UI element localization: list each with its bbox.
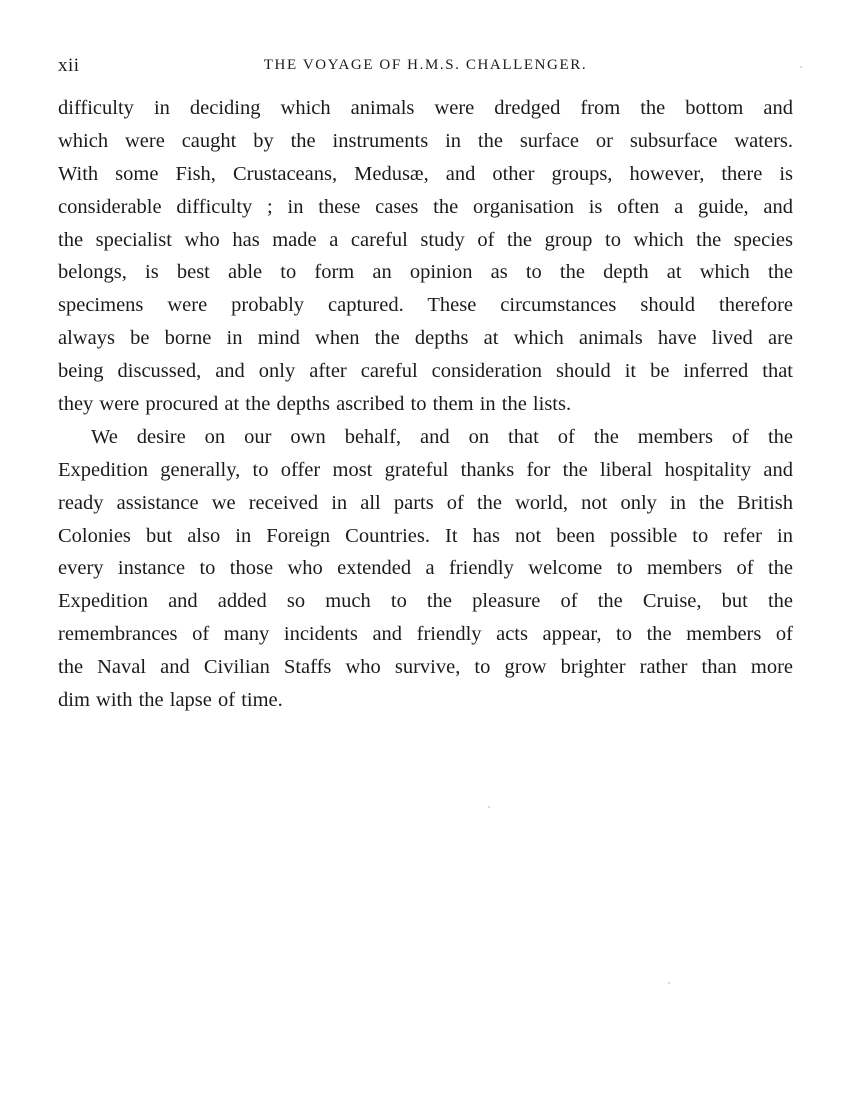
- paper-speck: [800, 66, 802, 68]
- text-line: belongs, is best able to form an opinion as to the depth at which the: [58, 261, 793, 284]
- body-text: [58, 92, 793, 717]
- text-line: With some Fish, Crustaceans, Medusæ, and other groups, however, there is: [58, 162, 793, 185]
- paper-speck: [668, 982, 670, 984]
- page-number: xii: [58, 55, 80, 76]
- running-title: THE VOYAGE OF H.M.S. CHALLENGER.: [263, 57, 588, 73]
- text-line: the Naval and Civilian Staffs who survive, to grow brighter rather than more: [58, 656, 793, 679]
- text-line: always be borne in mind when the depths at which animals have lived are: [58, 327, 793, 350]
- text-line: remembrances of many incidents and friendly acts appear, to the members of: [58, 623, 793, 646]
- text-line: the specialist who has made a careful study of the group to which the species: [58, 228, 793, 251]
- text-line: We desire on our own behalf, and on that of the members of the: [91, 425, 793, 448]
- text-line: which were caught by the instruments in the surface or subsurface waters.: [58, 129, 793, 152]
- text-line: dim with the lapse of time.: [58, 689, 283, 712]
- text-line: difficulty in deciding which animals were dredged from the bottom and: [58, 97, 793, 119]
- text-line: Expedition and added so much to the pleasure of the Cruise, but the: [58, 590, 793, 613]
- text-line: specimens were probably captured. These circumstances should therefore: [58, 294, 793, 317]
- paper-speck: [488, 806, 490, 808]
- text-line: they were procured at the depths ascribed to them in the lists.: [58, 393, 572, 416]
- text-line: Expedition generally, to offer most grateful thanks for the liberal hospitality and: [58, 458, 793, 481]
- text-line: every instance to those who extended a friendly welcome to members of the: [58, 557, 793, 580]
- text-line: being discussed, and only after careful consideration should it be inferred that: [58, 360, 793, 383]
- text-line: considerable difficulty ; in these cases the organisation is often a guide, and: [58, 195, 793, 218]
- paragraph-2: [58, 421, 793, 717]
- running-head: [58, 55, 793, 85]
- text-line: ready assistance we received in all parts of the world, not only in the British: [58, 491, 793, 514]
- paragraph-1: [58, 92, 793, 421]
- text-line: Colonies but also in Foreign Countries. It has not been possible to refer in: [58, 524, 793, 547]
